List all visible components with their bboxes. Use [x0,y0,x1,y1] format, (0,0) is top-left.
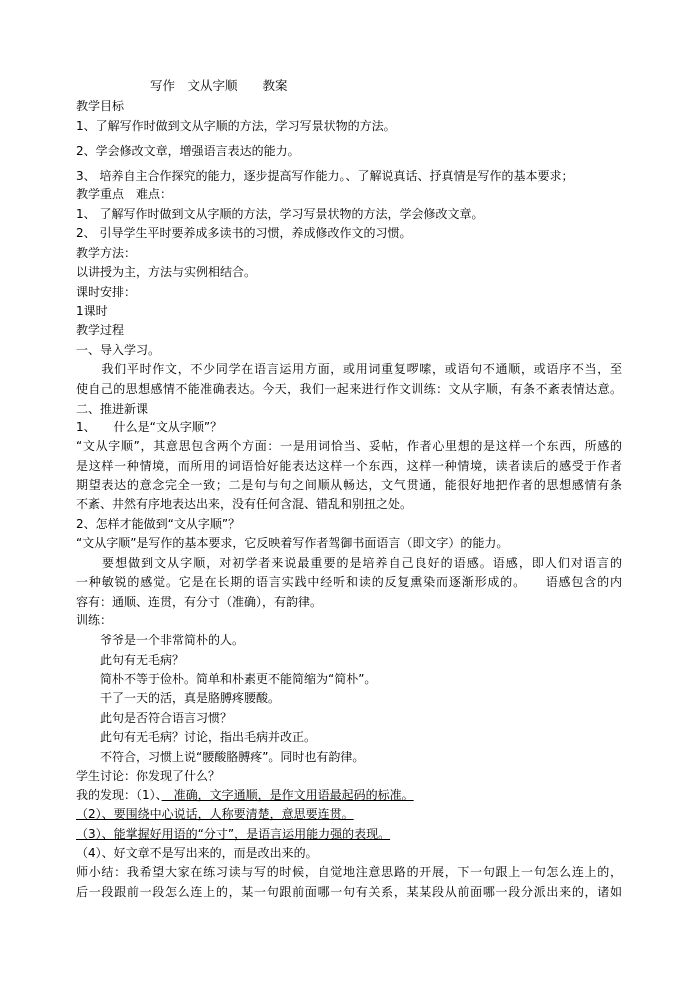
paragraph-line: 使自己的思想感情不能准确表达。今天，我们一起来进行作文训练：文从字顺，有条不紊表情达意。 [76,382,622,396]
summary-line: 后一段跟前一段怎么连上的，某一句跟前面哪一句有关系，某某段从前面哪一段分派出来的，诸如 [76,885,622,899]
paragraph-line: “文从字顺”是写作的基本要求，它反映着写作者驾御书面语言（即文字）的能力。 [76,536,509,550]
key-points-heading: 教学重点 难点： [76,187,173,201]
training-item: 此句是否符合语言习惯？ [100,711,233,725]
paragraph-line: “文从字顺”，其意思包含两个方面：一是用词恰当、妥帖，作者心里想的是这样一个东西，所感的 [76,439,622,453]
paragraph-line: 是这样一种情境，而所用的词语恰好能表达这样一个东西，这样一种情境，读者读后的感受于作者 [76,459,622,473]
question-2: 2、怎样才能做到“文从字顺”？ [76,517,241,531]
schedule-text: 1课时 [76,304,108,318]
finding-item: （2）、要围绕中心说话，人称要清楚，意思要连贯。 [76,807,354,821]
objective-item: 1、了解写作时做到文从字顺的方法，学习写景状物的方法。 [76,119,396,133]
paragraph-line: 不紊、井然有序地表达出来，没有任何含混、错乱和别扭之处。 [76,497,413,511]
objective-item: 3、 培养自主合作探究的能力，逐步提高写作能力。、了解说真话、抒真情是写作的基本要求； [76,169,574,183]
objective-item: 2、学会修改文章，增强语言表达的能力。 [76,144,300,158]
paragraph-line: 期望表达的意念完全一致；二是句与句之间顺从畅达，文气贯通，能很好地把作者的思想感情有条 [76,478,622,492]
training-item: 不符合，习惯上说“腰酸胳膊疼”。同时也有韵律。 [100,750,365,764]
paragraph-line: 要想做到文从字顺，对初学者来说最重要的是培养自己良好的语感。语感，即人们对语言的 [76,556,622,570]
paragraph-line: 容有：通顺、连贯，有分寸（准确），有韵律。 [76,595,323,609]
objectives-heading: 教学目标 [76,99,125,113]
training-item: 此句有无毛病？ [100,653,185,667]
discussion-heading: 学生讨论：你发现了什么？ [76,769,221,783]
finding-item: （3）、能掌握好用语的“分寸”，是语言运用能力强的表现。 [76,827,391,841]
training-item: 简朴不等于俭朴。简单和朴素更不能简缩为“简朴”。 [100,672,377,686]
part1-heading: 一、导入学习。 [76,343,161,357]
question-1: 1、 什么是“文从字顺”？ [76,420,223,434]
key-point-item: 1、 了解写作时做到文从字顺的方法，学习写景状物的方法，学会修改文章。 [76,207,484,221]
findings-prefix: 我的发现：（1）、 [76,788,162,802]
document-title: 写作 文从字顺 教案 [150,78,288,93]
key-point-item: 2、 引导学生平时要养成多读书的习惯，养成修改作文的习惯。 [76,226,412,240]
finding-item [76,845,318,861]
process-heading: 教学过程 [76,323,125,337]
method-heading: 教学方法： [76,246,137,260]
schedule-heading: 课时安排： [76,285,137,299]
training-heading: 训练： [76,613,113,627]
finding-text: 准确，文字通顺，是作文用语最起码的标准。 [161,788,414,802]
training-item: 爷爷是一个非常简朴的人。 [100,633,245,647]
training-item: 干了一天的活，真是胳膊疼腰酸。 [100,691,281,705]
finding-text: （4）、好文章不是写出来的，而是改出来的。 [76,846,318,860]
method-text: 以讲授为主，方法与实例相结合。 [76,265,257,279]
part2-heading: 二、推进新课 [76,402,149,416]
training-item: 此句有无毛病？讨论，指出毛病并改正。 [100,730,317,744]
summary-line: 师小结：我希望大家在练习读与写的时候，自觉地注意思路的开展，下一句跟上一句怎么连上的， [76,865,622,879]
finding-item [76,787,414,803]
paragraph-line: 我们平时作文，不少同学在语言运用方面，或用词重复啰嗦，或语句不通顺，或语序不当，至 [76,362,622,376]
paragraph-line: 一种敏锐的感觉。它是在长期的语言实践中经听和读的反复熏染而逐渐形成的。 语感包含的内 [76,575,622,589]
